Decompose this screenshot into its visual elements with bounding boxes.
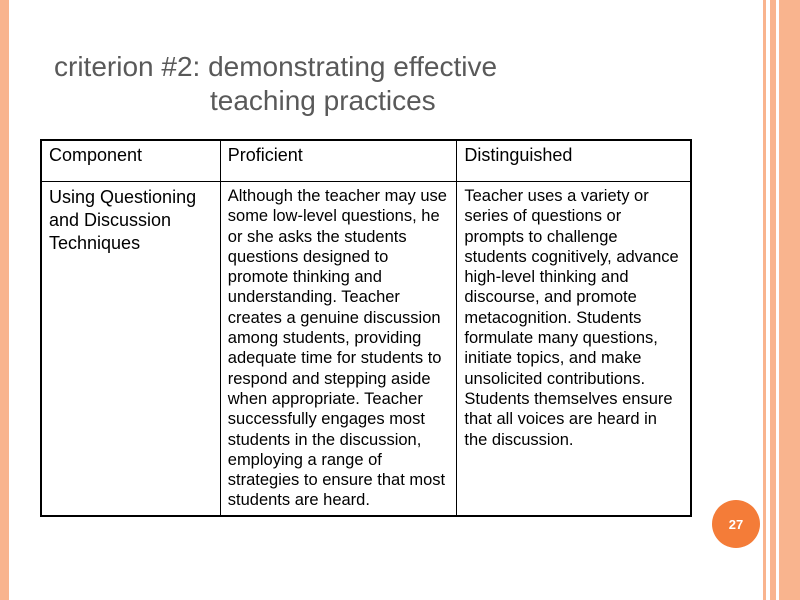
right-decorative-stripe-1 bbox=[763, 0, 766, 600]
right-decorative-stripe-2 bbox=[770, 0, 776, 600]
header-component: Component bbox=[41, 140, 220, 182]
slide-title bbox=[0, 50, 590, 118]
table-row bbox=[41, 182, 691, 516]
table-header-row bbox=[41, 140, 691, 182]
page-number-badge: 27 bbox=[712, 500, 760, 548]
cell-component: Using Questioning and Discussion Techniques bbox=[41, 182, 220, 516]
rubric-table bbox=[40, 139, 692, 517]
right-decorative-stripe-3 bbox=[779, 0, 800, 600]
slide-title-line-2: teaching practices bbox=[210, 85, 436, 116]
header-proficient: Proficient bbox=[220, 140, 457, 182]
cell-distinguished: Teacher uses a variety or series of questions or prompts to challenge students cognitively, advance high-level thinking and discourse, and promote metacognition. Students formulate many questions, initiate topics, and make unsolicited contributions. Students themselves ensure that all voices are heard in the discussion. bbox=[457, 182, 691, 516]
slide-title-line-1: criterion #2: demonstrating effective bbox=[54, 51, 498, 82]
cell-proficient: Although the teacher may use some low-level questions, he or she asks the students questions designed to promote thinking and understanding. Teacher creates a genuine discussion among students, providing adequate time for students to respond and stepping aside when appropriate. Teacher successfully engages most students in the discussion, employing a range of strategies to ensure that most students are heard. bbox=[220, 182, 457, 516]
header-distinguished: Distinguished bbox=[457, 140, 691, 182]
